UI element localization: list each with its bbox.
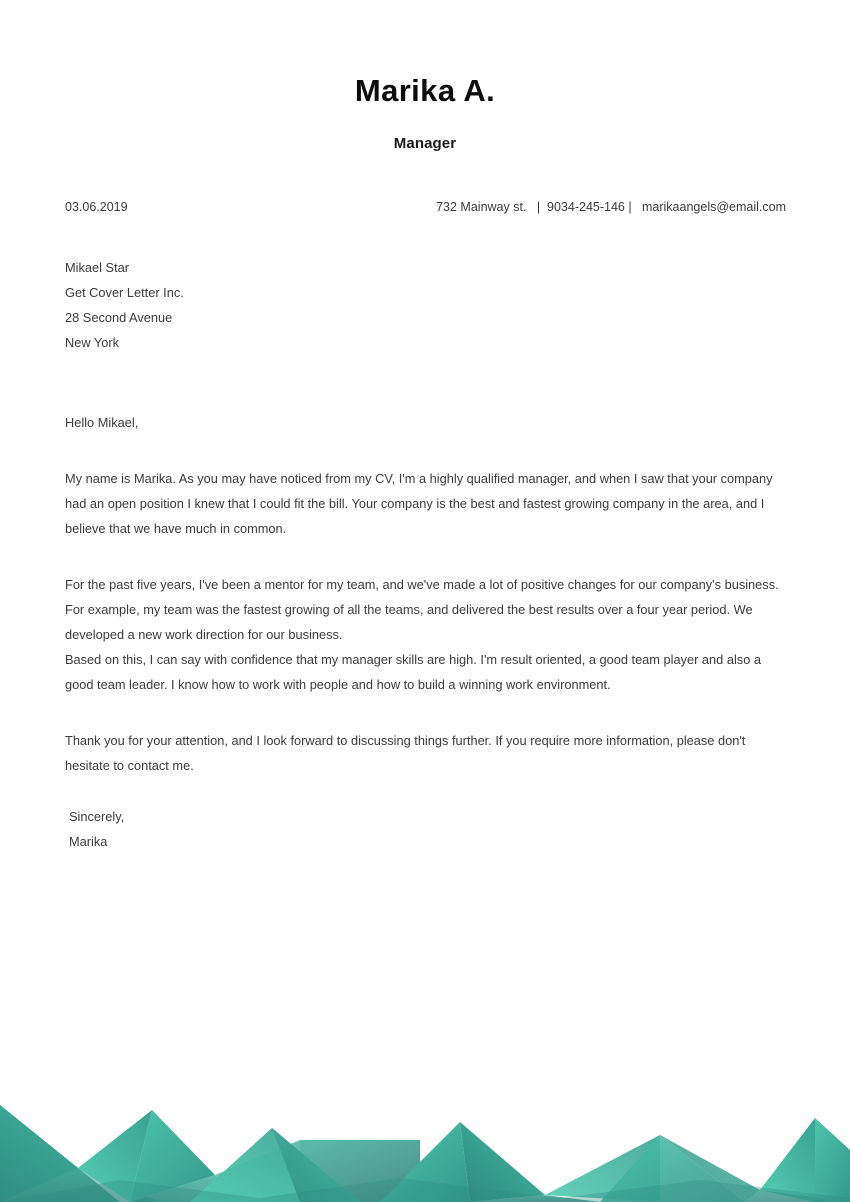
contact-details: 732 Mainway st. | 9034-245-146 | marikaangels@email.com — [436, 200, 786, 214]
page-title: Marika A. — [354, 73, 496, 108]
letter-header — [0, 0, 850, 152]
body-paragraph-2: For the past five years, I've been a mentor for my team, and we've made a lot of positive changes for our company's business. For example, my team was the fastest growing of all the teams, and delivered the best results over a four year period. We developed a new work direction for our business. — [65, 577, 779, 642]
body-paragraph-1: My name is Marika. As you may have noticed from my CV, I'm a highly qualified manager, and when I saw that your company had an open position I knew that I could fit the bill. Your company is the best and fastest growing company in the area, and I believe that we have much in common. — [65, 471, 773, 536]
signature-name: Marika — [69, 834, 108, 849]
contact-row — [65, 200, 786, 214]
recipient-street: 28 Second Avenue — [65, 310, 173, 325]
letter-body — [65, 255, 787, 854]
signature-block — [69, 804, 787, 854]
low-poly-mountain-pattern-icon — [0, 1080, 850, 1202]
job-title: Manager — [393, 135, 457, 153]
letter-date: 03.06.2019 — [65, 200, 128, 214]
recipient-company: Get Cover Letter Inc. — [65, 285, 184, 300]
body-paragraph-4: Thank you for your attention, and I look forward to discussing things further. If you require more information, please don't hesitate to contact me. — [65, 733, 746, 773]
salutation: Hello Mikael, — [65, 415, 139, 430]
closing-line: Sincerely, — [69, 809, 125, 824]
recipient-block — [65, 255, 787, 355]
body-paragraph-3: Based on this, I can say with confidence that my manager skills are high. I'm result oriented, a good team player and also a good team leader. I know how to work with people and how to build a winning work environment. — [65, 652, 761, 692]
recipient-name: Mikael Star — [65, 260, 130, 275]
recipient-city: New York — [65, 335, 120, 350]
